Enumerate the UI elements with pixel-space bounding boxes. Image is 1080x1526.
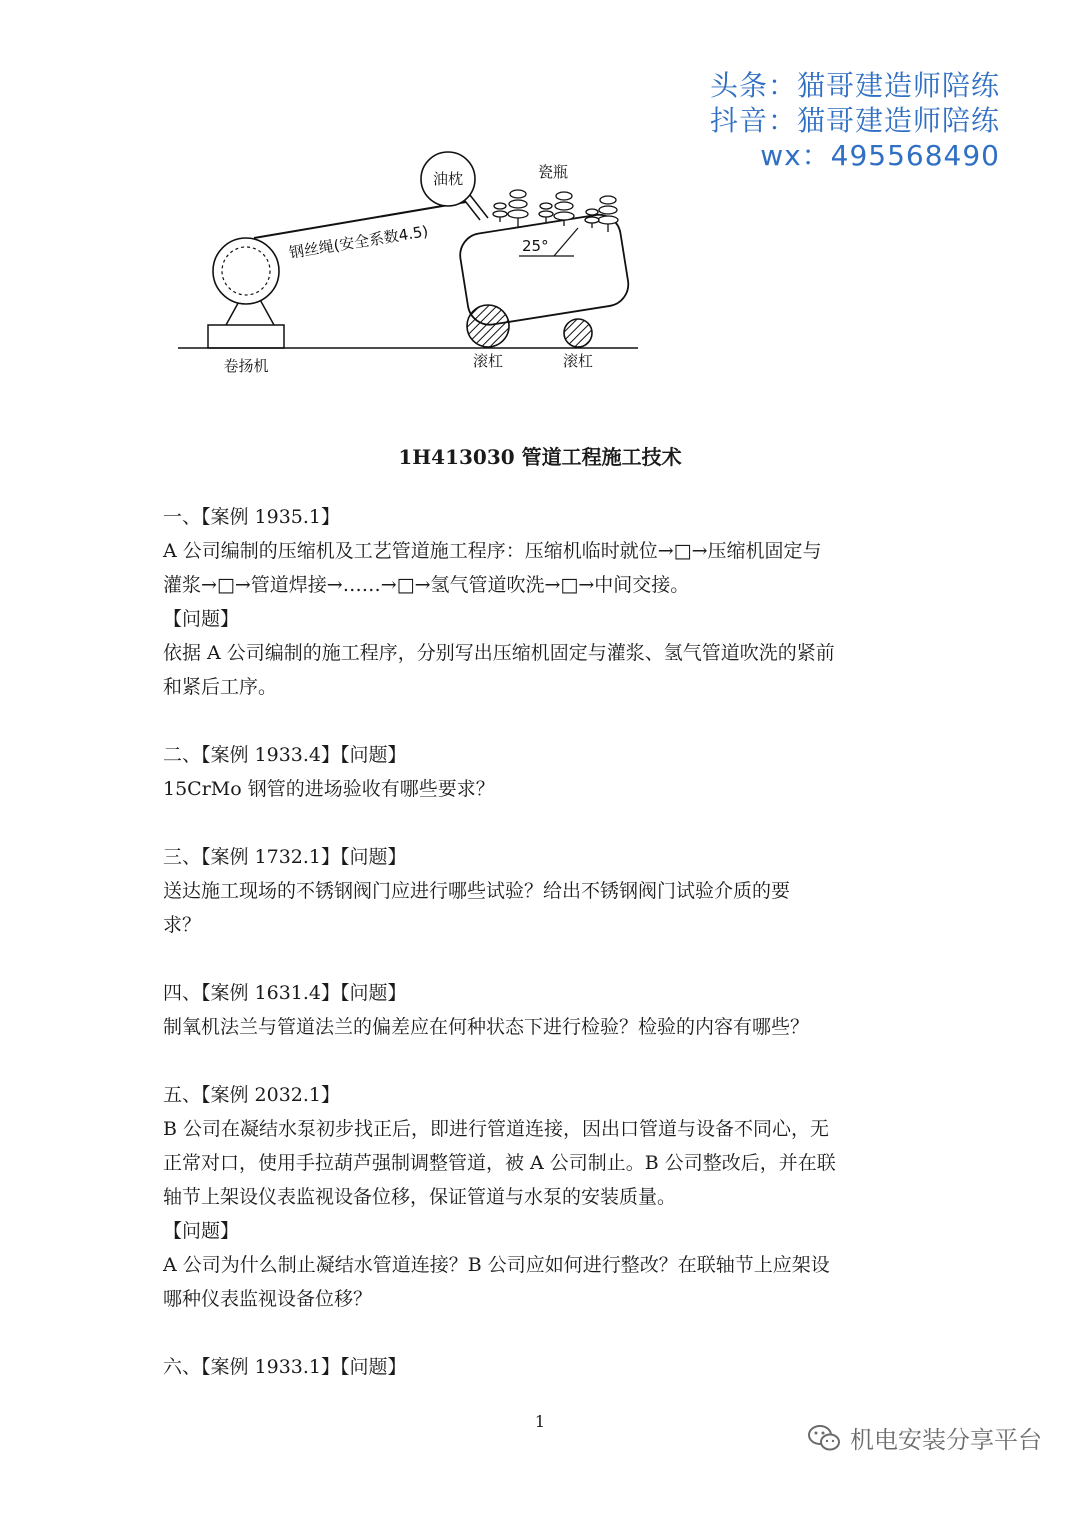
watermark-text: 机电安装分享平台 [850,1426,1042,1454]
brand-line-toutiao: 头条：猫哥建造师陪练 [709,69,1000,102]
text-line: A 公司为什么制止凝结水管道连接？B 公司应如何进行整改？在联轴节上应架设 [163,1254,830,1276]
oil-pillow-label: 油枕 [432,170,464,188]
text-line: 二、【案例 1933.4】【问题】 [163,744,407,766]
text-line: 15CrMo 钢管的进场验收有哪些要求？ [163,778,495,800]
porcelain-bottle-label: 瓷瓶 [538,163,569,181]
text-line: B 公司在凝结水泵初步找正后，即进行管道连接，因出口管道与设备不同心，无 [163,1118,830,1140]
watermark [806,1420,1042,1455]
text-line: 灌浆→□→管道焊接→……→□→氢气管道吹洗→□→中间交接。 [163,574,690,596]
brand-line-wechat: wx：495568490 [760,139,1000,172]
text-line: 送达施工现场的不锈钢阀门应进行哪些试验？给出不锈钢阀门试验介质的要 [163,880,791,902]
wire-rope-label: 钢丝绳(安全系数4.5) [287,222,430,262]
case-list [163,500,923,1384]
winch-drum [213,238,279,304]
page-number: 1 [534,1412,546,1431]
paragraph-gap [163,704,923,738]
text-line: 哪种仪表监视设备位移？ [163,1288,373,1310]
roller-right-label: 滚杠 [562,352,594,370]
text-line: 【问题】 [163,608,240,630]
text-line: 【问题】 [163,1220,240,1242]
transformer-hauling-diagram [170,140,650,380]
brand-block [710,68,1000,173]
text-line: 三、【案例 1732.1】【问题】 [163,846,407,868]
text-line: 制氧机法兰与管道法兰的偏差应在何种状态下进行检验？检验的内容有哪些？ [163,1016,810,1038]
paragraph-gap [163,1316,923,1350]
text-line: 四、【案例 1631.4】【问题】 [163,982,407,1004]
roller-left [467,305,509,347]
text-line: 依据 A 公司编制的施工程序，分别写出压缩机固定与灌浆、氢气管道吹洗的紧前 [163,642,835,664]
paragraph-gap [163,942,923,976]
text-line: 六、【案例 1933.1】【问题】 [163,1356,407,1378]
text-line: 和紧后工序。 [163,676,278,698]
section-title: 1H413030 管道工程施工技术 [398,445,682,469]
text-line: 求？ [163,914,202,936]
angle-label: 25° [522,237,549,255]
text-line: 五、【案例 2032.1】 [163,1084,341,1106]
winch-label: 卷扬机 [223,357,269,375]
text-line: 一、【案例 1935.1】 [163,506,341,528]
brand-line-douyin: 抖音：猫哥建造师陪练 [709,104,1000,137]
roller-right [564,319,592,347]
text-line: 轴节上架设仪表监视设备位移，保证管道与水泵的安装质量。 [163,1186,677,1208]
paragraph-gap [163,806,923,840]
winch-base [208,325,284,348]
roller-left-label: 滚杠 [472,352,504,370]
paragraph-gap [163,1044,923,1078]
wechat-icon [806,1423,842,1453]
text-line: A 公司编制的压缩机及工艺管道施工程序：压缩机临时就位→□→压缩机固定与 [163,540,822,562]
text-line: 正常对口，使用手拉葫芦强制调整管道，被 A 公司制止。B 公司整改后，并在联 [163,1152,836,1174]
